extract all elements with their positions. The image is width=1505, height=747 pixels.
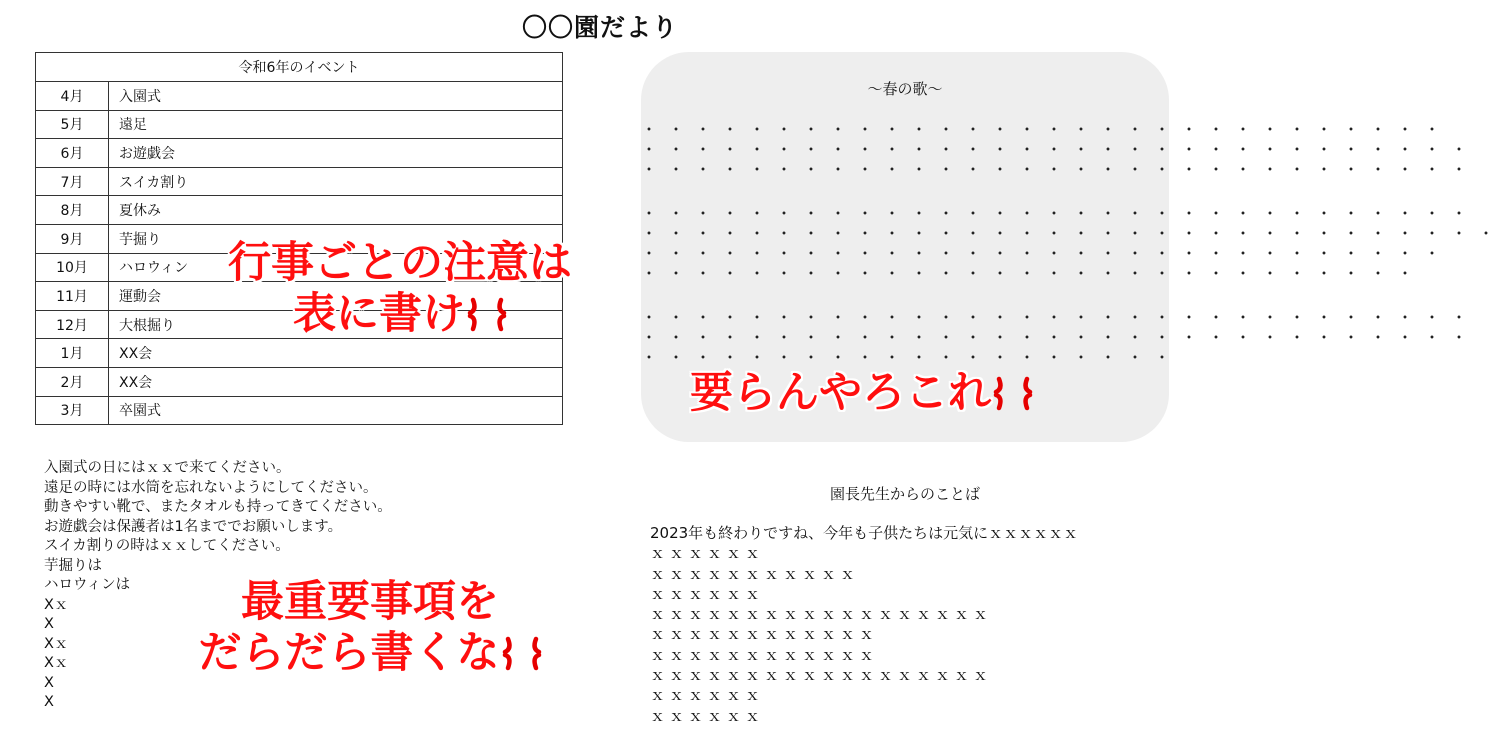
note-line: ハロウィンは xyxy=(44,577,131,593)
event-month: 7月 xyxy=(36,167,109,196)
notes-comment-line2: だらだら書くな xyxy=(198,627,500,678)
event-month: 4月 xyxy=(36,82,109,111)
table-comment-overlay xyxy=(190,238,610,339)
note-line: 遠足の時には水筒を忘れないようにしてください。 xyxy=(44,479,378,496)
lyrics-placeholder-dots: ・・・・・・・・・・・・・・・・・・・・・・・・・・・・・・・・ xyxy=(641,224,1505,243)
table-row xyxy=(36,196,563,225)
anger-icon xyxy=(993,375,1033,411)
message-line: ｘｘｘｘｘｘ xyxy=(650,686,765,705)
note-line: Xｘ xyxy=(44,635,69,652)
event-name: 入園式 xyxy=(109,82,563,111)
note-line: Xｘ xyxy=(44,655,69,671)
lyrics-placeholder-dots: ・・・・・・・・・・・・・・・・・・・・・・・・・・・・・・ xyxy=(641,244,1452,263)
song-comment-overlay xyxy=(690,368,1033,419)
table-comment-line2: 表に書け xyxy=(293,288,465,339)
lyrics-placeholder-dots: ・・・・・・・・・・・・・・・・・・・・・・・・・・・・・・ xyxy=(641,120,1452,139)
lyrics-placeholder-dots: ・・・・・・・・・・・・・・・・・・・・・・・・・・・・・・・ xyxy=(641,308,1479,327)
event-month: 8月 xyxy=(36,196,109,225)
note-line: スイカ割りの時はｘｘしてください。 xyxy=(44,538,290,554)
message-line: ｘｘｘｘｘｘ xyxy=(650,544,765,563)
principal-message xyxy=(650,523,1078,726)
table-row xyxy=(36,110,563,139)
event-name: 大根掘り xyxy=(109,310,563,339)
anger-icon xyxy=(502,635,542,671)
event-month: 9月 xyxy=(36,224,109,253)
lyrics-placeholder-dots: ・・・・・・・・・・・・・・・・・・・・・・・・・・・・・・・ xyxy=(641,140,1479,159)
event-month: 3月 xyxy=(36,396,109,425)
table-row xyxy=(36,139,563,168)
note-line: X xyxy=(44,674,54,691)
message-line: 2023年も終わりですね、今年も子供たちは元気にｘｘｘｘｘｘ xyxy=(650,524,1079,542)
event-month: 10月 xyxy=(36,253,109,282)
event-name: スイカ割り xyxy=(109,167,563,196)
table-row xyxy=(36,367,563,396)
event-name: 夏休み xyxy=(109,196,563,225)
table-comment-line1: 行事ごとの注意は xyxy=(228,238,572,288)
lyrics-placeholder-dots: ・・・・・・・・・・・・・・・・・・・・ xyxy=(641,348,1182,367)
table-row xyxy=(36,82,563,111)
message-line: ｘｘｘｘｘｘｘｘｘｘｘｘｘｘｘｘｘｘ xyxy=(650,605,993,624)
event-name: ハロウィン xyxy=(109,253,563,282)
event-name: XX会 xyxy=(109,339,563,368)
note-line: 動きやすい靴で、またタオルも持ってきてください。 xyxy=(44,499,392,515)
principal-message-title: 園長先生からのことば xyxy=(829,485,980,503)
message-line: ｘｘｘｘｘｘ xyxy=(650,706,765,725)
notes-comment-overlay xyxy=(150,577,590,678)
song-comment-text: 要らんやろこれ xyxy=(690,368,991,418)
event-month: 5月 xyxy=(36,110,109,139)
lyrics-placeholder-dots: ・・・・・・・・・・・・・・・・・・・・・・・・・・・・・・・ xyxy=(641,204,1479,223)
note-line: 入園式の日にはｘｘで来てください。 xyxy=(44,460,291,476)
lyrics-placeholder-dots: ・・・・・・・・・・・・・・・・・・・・・・・・・・・・・・・ xyxy=(641,328,1479,347)
event-name: 芋掘り xyxy=(109,224,563,253)
event-month: 11月 xyxy=(36,282,109,311)
message-line: ｘｘｘｘｘｘ xyxy=(650,584,765,603)
page-title: 〇〇園だより xyxy=(521,13,678,42)
table-row xyxy=(36,396,563,425)
message-line: ｘｘｘｘｘｘｘｘｘｘｘｘｘｘｘｘｘｘ xyxy=(650,666,993,685)
note-line: X xyxy=(44,616,54,632)
message-line: ｘｘｘｘｘｘｘｘｘｘｘｘ xyxy=(650,645,879,664)
event-month: 6月 xyxy=(36,139,109,168)
events-table-header: 令和6年のイベント xyxy=(36,53,563,82)
table-row xyxy=(36,167,563,196)
note-line: Xｘ xyxy=(44,596,69,613)
event-name: お遊戯会 xyxy=(109,139,563,168)
message-line: ｘｘｘｘｘｘｘｘｘｘｘ xyxy=(650,564,860,583)
message-line: ｘｘｘｘｘｘｘｘｘｘｘｘ xyxy=(650,625,879,644)
anger-icon xyxy=(467,296,507,332)
lyrics-placeholder-dots: ・・・・・・・・・・・・・・・・・・・・・・・・・・・・・・・ xyxy=(641,160,1479,179)
song-title: 〜春の歌〜 xyxy=(867,80,943,98)
event-month: 12月 xyxy=(36,310,109,339)
table-row xyxy=(36,339,563,368)
note-line: 芋掘りは xyxy=(44,557,102,574)
notes-comment-line1: 最重要事項を xyxy=(241,577,499,627)
event-name: 卒園式 xyxy=(109,396,563,425)
event-name: 運動会 xyxy=(109,282,563,311)
event-month: 2月 xyxy=(36,367,109,396)
note-line: X xyxy=(44,694,54,710)
note-line: お遊戯会は保護者は1名まででお願いします。 xyxy=(44,518,343,535)
event-month: 1月 xyxy=(36,339,109,368)
event-name: 遠足 xyxy=(109,110,563,139)
event-name: XX会 xyxy=(109,367,563,396)
lyrics-placeholder-dots: ・・・・・・・・・・・・・・・・・・・・・・・・・・・・・ xyxy=(641,264,1425,283)
